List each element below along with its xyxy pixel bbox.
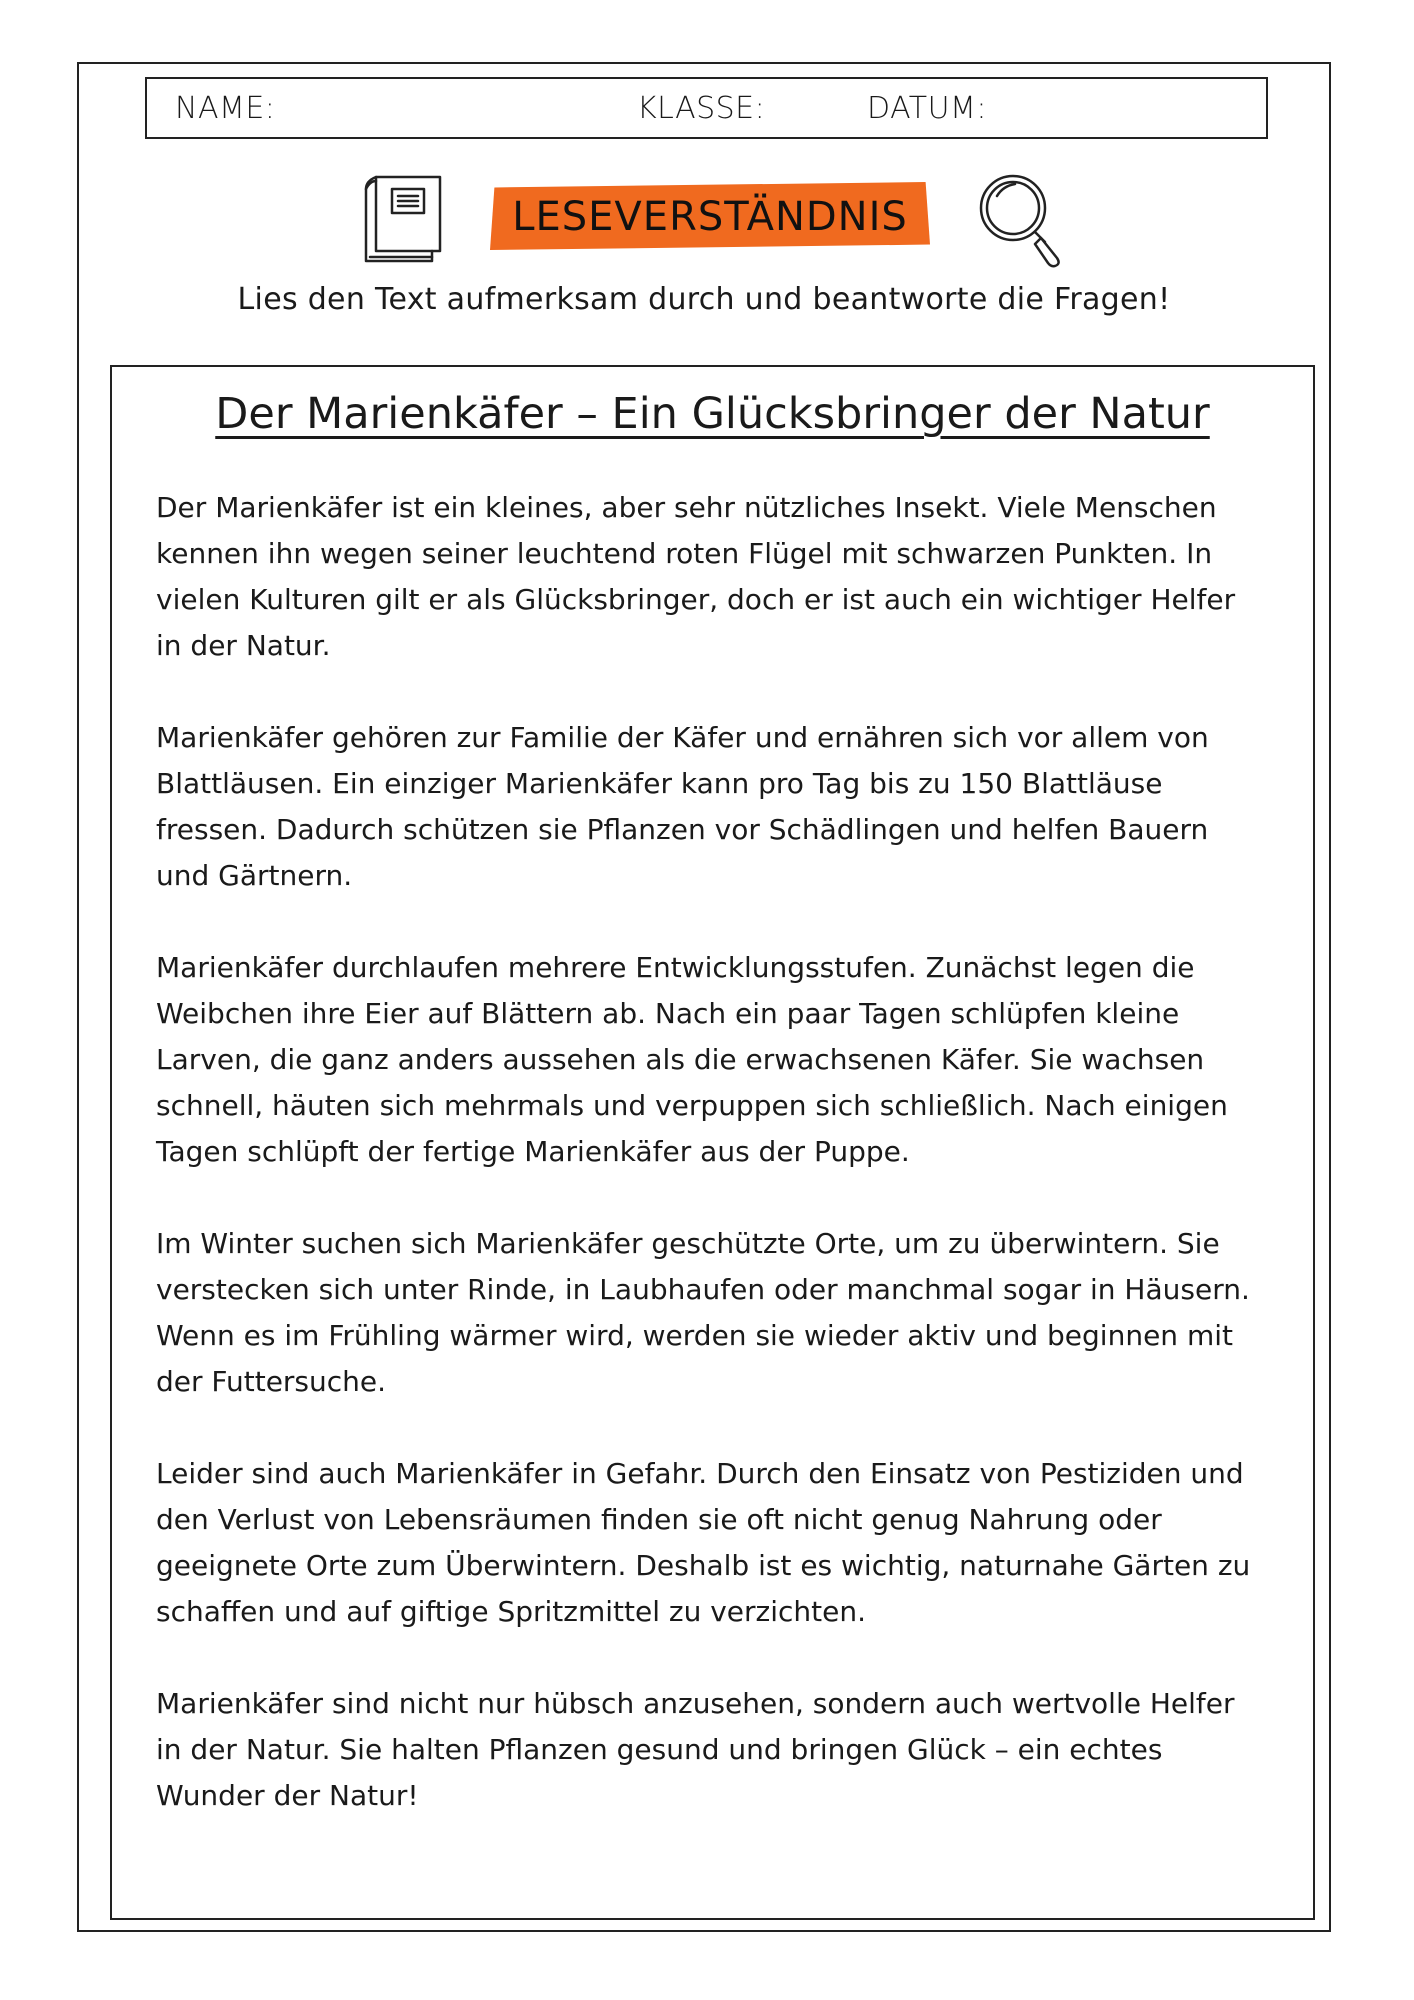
paragraph: Leider sind auch Marienkäfer in Gefahr. Durch den Einsatz von Pestiziden und den Verlust von Lebensräumen finden sie oft nicht genug Nahrung oder geeignete Orte zum Überwintern. Deshalb ist es wichtig, naturnahe Gärten zu schaffen und auf giftige Spritzmittel zu verzichten. (156, 1457, 1251, 1628)
paragraph: Im Winter suchen sich Marienkäfer geschützte Orte, um zu überwintern. Sie verstecken sich unter Rinde, in Laubhaufen oder manchmal sogar in Häusern. Wenn es im Frühling wärmer wird, werden sie wieder aktiv und beginnen mit der Futtersuche. (156, 1227, 1250, 1398)
paragraph: Der Marienkäfer ist ein kleines, aber sehr nützliches Insekt. Viele Menschen kennen ihn wegen seiner leuchtend roten Flügel mit schwarzen Punkten. In vielen Kulturen gilt er als Glücksbringer, doch er ist auch ein wichtiger Helfer in der Natur. (156, 491, 1236, 662)
paragraph: Marienkäfer gehören zur Familie der Käfer und ernähren sich vor allem von Blattläusen. Ein einziger Marienkäfer kann pro Tag bis zu 150 Blattläuse fressen. Dadurch schützen sie Pflanzen vor Schädlingen und helfen Bauern und Gärtnern. (156, 721, 1209, 892)
book-icon (362, 173, 444, 265)
student-info-box (145, 77, 1268, 139)
article-title (110, 384, 1315, 444)
instruction-text: Lies den Text aufmerksam durch und beantworte die Fragen! (237, 282, 1171, 317)
magnifier-icon (975, 170, 1065, 270)
paragraph: Marienkäfer durchlaufen mehrere Entwicklungsstufen. Zunächst legen die Weibchen ihre Eier auf Blättern ab. Nach ein paar Tagen schlüpfen kleine Larven, die ganz anders aussehen als die erwachsenen Käfer. Sie wachsen schnell, häuten sich mehrmals und verpuppen sich schließlich. Nach einigen Tagen schlüpft der fertige Marienkäfer aus der Puppe. (156, 951, 1228, 1168)
name-label: NAME: (175, 91, 276, 126)
worksheet-title: LESEVERSTÄNDNIS (512, 194, 908, 240)
paragraph: Marienkäfer sind nicht nur hübsch anzusehen, sondern auch wertvolle Helfer in der Natur. Sie halten Pflanzen gesund und bringen Glück – ein echtes Wunder der Natur! (156, 1687, 1235, 1812)
date-label: DATUM: (867, 91, 988, 126)
article-body (156, 485, 1266, 1865)
article-title-text: Der Marienkäfer – Ein Glücksbringer der Natur (215, 389, 1210, 439)
class-label: KLASSE: (637, 91, 766, 126)
